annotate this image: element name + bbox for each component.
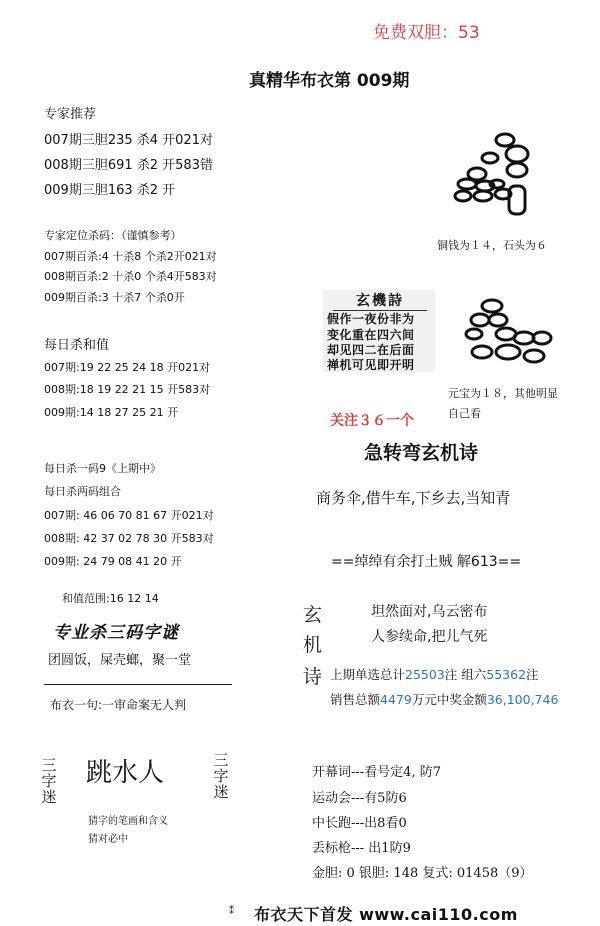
footer-text: 布衣天下首发 www.cai110.com	[254, 905, 518, 924]
daily-sum-row: 008期:18 19 22 21 15 开583对	[44, 383, 211, 396]
position-kill-row: 009期百杀:3 十杀7 个杀0开	[44, 291, 185, 304]
xuanji-vertical-char: 诗	[303, 666, 323, 688]
daily-one-heading: 每日杀一码9《上期中》	[44, 462, 161, 475]
xuanji-line: 坦然面对,乌云密布	[371, 604, 488, 620]
group-six-total: 55362	[486, 667, 527, 682]
jump-hint: 猜对必中	[88, 834, 128, 845]
xuanji-vertical-char: 机	[303, 634, 323, 656]
buyi-line: 布衣一句:一审命案无人判	[50, 698, 187, 712]
jump-main: 跳水人	[86, 758, 165, 788]
expert-row: 009期三胆163 杀2 开	[44, 183, 176, 198]
expert-row: 008期三胆691 杀2 开583错	[44, 158, 213, 173]
daily-sum-row: 009期:14 18 27 25 21 开	[44, 406, 179, 419]
riddle-vertical-right: 三字迷	[213, 751, 229, 801]
bottom-list-item: 丢标枪--- 出1防9	[312, 841, 411, 856]
turn-poem-line: 商务伞,借牛车,下乡去,当知青	[316, 489, 511, 507]
page-title: 真精华布衣第 009期	[249, 71, 410, 91]
coins-caption: 铜钱为１４，石头为６	[437, 239, 547, 252]
xuanji-line: 人参续命,把儿气死	[371, 629, 488, 645]
sales-line-1	[330, 665, 539, 683]
ingot-caption: 元宝为１８，其他明显	[448, 387, 558, 400]
poem-line: 变化重在四六间	[327, 328, 415, 342]
expert-heading: 专家推荐	[44, 107, 97, 122]
sales-label: 上期单选总计	[330, 667, 406, 682]
free-double-label: 免费双胆：53	[373, 23, 480, 43]
jump-hint: 猜字的笔画和含义	[88, 816, 168, 827]
position-kill-row: 007期百杀:4 十杀8 个杀2开021对	[44, 250, 217, 263]
ingot-caption: 自己看	[448, 407, 481, 420]
position-kill-row: 008期百杀:2 十杀0 个杀4开583对	[44, 270, 217, 283]
bottom-list-item: 运动会---有5防6	[312, 791, 407, 806]
poem-line: 却见四二在后面	[327, 343, 415, 357]
riddle-text: 团圆饭，屎壳螂，聚一堂	[48, 653, 192, 668]
coins-stones-illustration	[445, 128, 545, 223]
sales-line-2	[330, 690, 558, 708]
thief-line: ==绰绰有余打土贼 解613==	[331, 554, 522, 570]
expert-row: 007期三胆235 杀4 开021对	[44, 133, 213, 148]
sales-amount: 4479	[380, 692, 412, 707]
bottom-list-item: 金胆: 0 银胆: 148 复式: 01458（9）	[312, 866, 533, 881]
footer-mark-icon: ⁑	[229, 906, 234, 917]
bottom-list-item: 中长跑---出8看0	[312, 816, 407, 831]
riddle-heading: 专业杀三码字谜	[53, 623, 179, 643]
sales-label: 注 组六	[444, 667, 487, 682]
daily-sum-heading: 每日杀和值	[44, 338, 110, 353]
xuanji-vertical-char: 玄	[303, 604, 323, 626]
sales-label: 销售总额	[330, 692, 381, 707]
sales-label: 万元中奖金额	[411, 692, 487, 707]
sum-range: 和值范围:16 12 14	[62, 592, 159, 605]
bottom-list-item: 开幕词---看号定4, 防7	[312, 765, 441, 780]
ingots-illustration	[462, 294, 554, 376]
turn-poem-title: 急转弯玄机诗	[364, 442, 479, 464]
single-total: 25503	[405, 667, 445, 682]
position-kill-heading: 专家定位杀码：（谨慎参考）	[44, 229, 182, 242]
daily-two-heading: 每日杀两码组合	[44, 485, 121, 498]
poem-title: 玄機詩	[333, 290, 427, 311]
follow-label: 关注３６一个	[330, 413, 414, 429]
poem-line: 假作一夜份非为	[327, 312, 415, 326]
riddle-vertical-left: 三字迷	[41, 756, 57, 806]
daily-two-row: 007期: 46 06 70 81 67 开021对	[44, 509, 214, 522]
sales-label: 注	[526, 667, 539, 682]
divider	[44, 684, 232, 685]
mystic-poem-box	[323, 290, 435, 372]
daily-sum-row: 007期:19 22 25 24 18 开021对	[44, 361, 211, 374]
daily-two-row: 008期: 42 37 02 78 30 开583对	[44, 532, 214, 545]
prize-amount: 36,100,746	[486, 692, 559, 707]
poem-line: 禅机可见即开明	[327, 358, 415, 372]
daily-two-row: 009期: 24 79 08 41 20 开	[44, 555, 182, 568]
